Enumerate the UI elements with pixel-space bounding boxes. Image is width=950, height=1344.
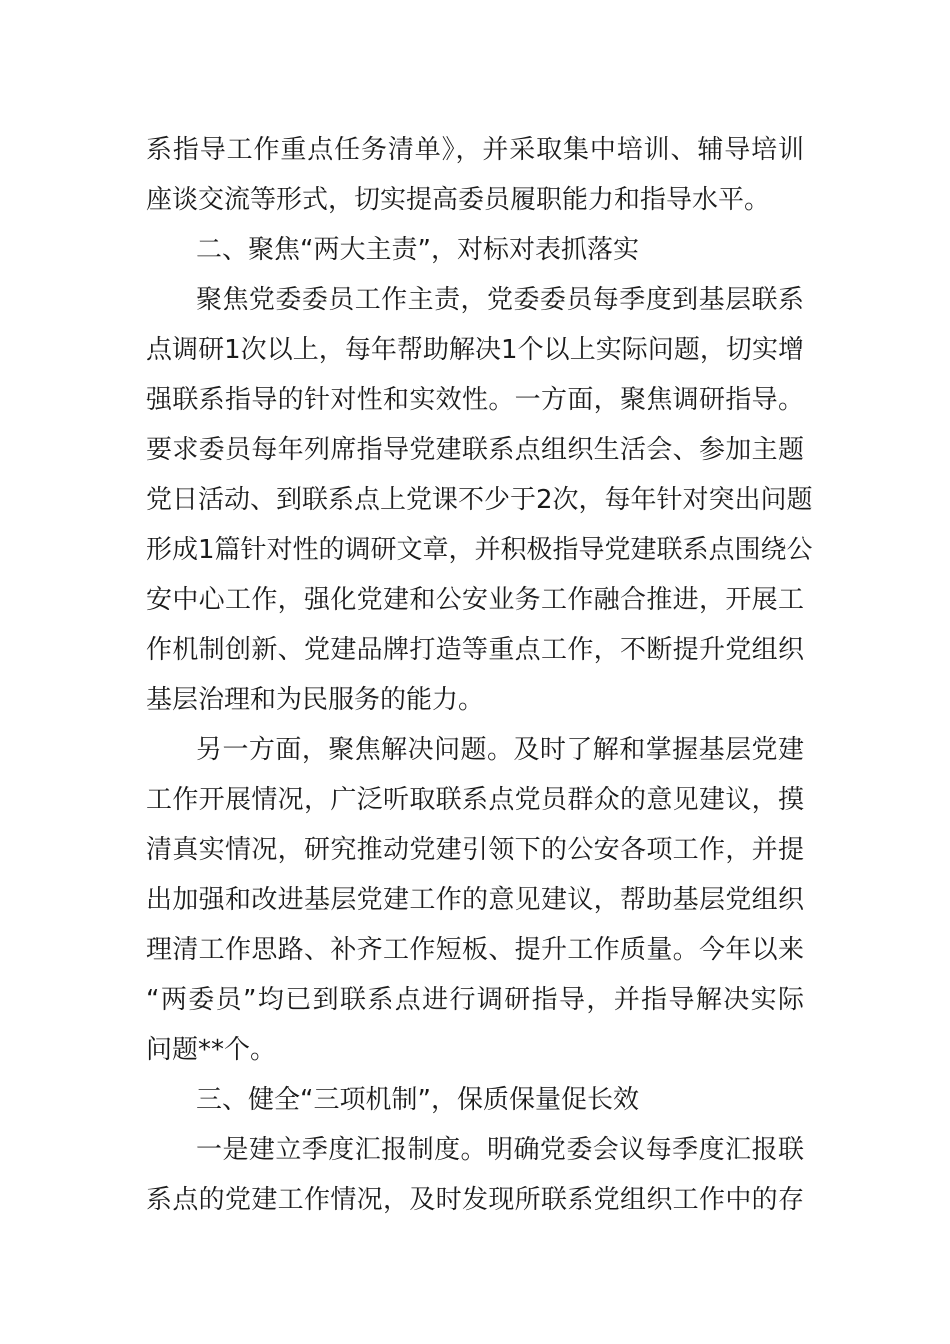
text-line: 要求委员每年列席指导党建联系点组织生活会、参加主题 (146, 435, 804, 465)
text-line: 清真实情况，研究推动党建引领下的公安各项工作，并提 (146, 835, 804, 865)
text-line: 理清工作思路、补齐工作短板、提升工作质量。今年以来 (146, 935, 804, 965)
text-line: 强联系指导的针对性和实效性。一方面，聚焦调研指导。 (146, 385, 804, 415)
text-line: 党日活动、到联系点上党课不少于2次，每年针对突出问题 (146, 485, 813, 515)
text-line: 系指导工作重点任务清单》，并采取集中培训、辅导培训 (146, 135, 804, 165)
text-line: 形成1篇针对性的调研文章，并积极指导党建联系点围绕公 (146, 535, 813, 565)
text-line: 系点的党建工作情况，及时发现所联系党组织工作中的存 (146, 1185, 804, 1215)
text-line: “两委员”均已到联系点进行调研指导，并指导解决实际 (146, 985, 804, 1015)
section-heading: 二、聚焦“两大主责”，对标对表抓落实 (196, 235, 639, 265)
text-line: 问题**个。 (146, 1035, 277, 1065)
section-heading: 三、健全“三项机制”，保质保量促长效 (196, 1085, 639, 1115)
text-line: 一是建立季度汇报制度。明确党委会议每季度汇报联 (196, 1135, 804, 1165)
text-line: 出加强和改进基层党建工作的意见建议，帮助基层党组织 (146, 885, 804, 915)
text-line: 座谈交流等形式，切实提高委员履职能力和指导水平。 (146, 185, 771, 215)
text-line: 聚焦党委委员工作主责，党委委员每季度到基层联系 (196, 285, 804, 315)
text-line: 安中心工作，强化党建和公安业务工作融合推进，开展工 (146, 585, 804, 615)
text-line: 工作开展情况，广泛听取联系点党员群众的意见建议，摸 (146, 785, 804, 815)
text-line: 点调研1次以上，每年帮助解决1个以上实际问题，切实增 (146, 335, 804, 365)
text-line: 基层治理和为民服务的能力。 (146, 685, 485, 715)
text-line: 另一方面，聚焦解决问题。及时了解和掌握基层党建 (196, 735, 804, 765)
text-line: 作机制创新、党建品牌打造等重点工作，不断提升党组织 (146, 635, 804, 665)
